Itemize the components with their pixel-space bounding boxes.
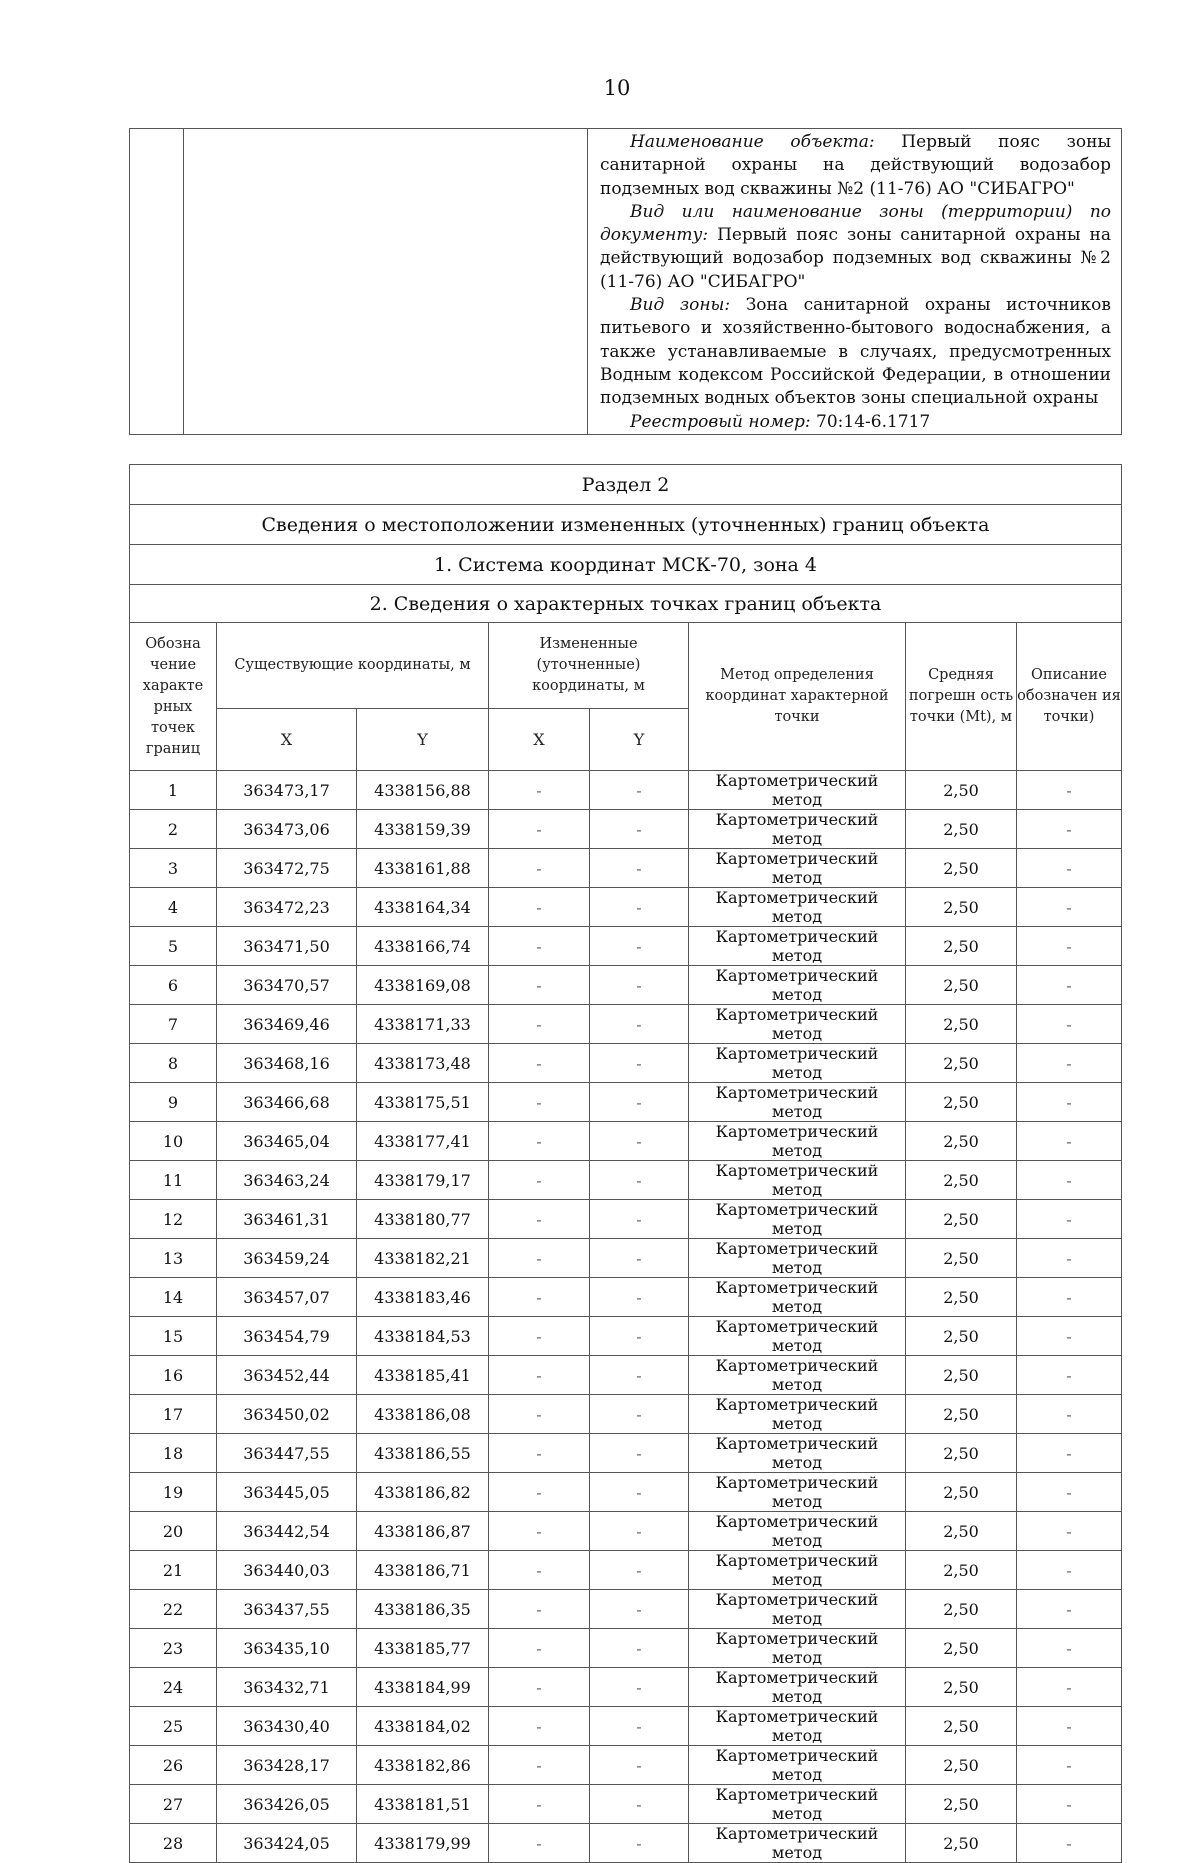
point-description: - (1017, 1200, 1122, 1239)
changed-x: - (489, 1824, 590, 1863)
point-description: - (1017, 1044, 1122, 1083)
table-row (130, 1161, 1122, 1200)
table-row (130, 1317, 1122, 1356)
changed-x: - (489, 1668, 590, 1707)
existing-x: 363437,55 (217, 1590, 357, 1629)
mean-error: 2,50 (906, 1005, 1017, 1044)
method: Картометрический метод (689, 1356, 906, 1395)
changed-y: - (590, 1317, 689, 1356)
changed-x: - (489, 1512, 590, 1551)
existing-y: 4338186,82 (357, 1473, 489, 1512)
point-description: - (1017, 1005, 1122, 1044)
point-number: 20 (130, 1512, 217, 1551)
changed-x: - (489, 1629, 590, 1668)
changed-x: - (489, 966, 590, 1005)
point-description: - (1017, 1083, 1122, 1122)
existing-y: 4338180,77 (357, 1200, 489, 1239)
existing-x: 363450,02 (217, 1395, 357, 1434)
method: Картометрический метод (689, 1278, 906, 1317)
method: Картометрический метод (689, 1044, 906, 1083)
changed-y: - (590, 1083, 689, 1122)
existing-y: 4338161,88 (357, 849, 489, 888)
existing-x: 363465,04 (217, 1122, 357, 1161)
changed-y: - (590, 966, 689, 1005)
header-changed-x: X (489, 709, 590, 771)
existing-x: 363432,71 (217, 1668, 357, 1707)
changed-y: - (590, 1824, 689, 1863)
point-description: - (1017, 849, 1122, 888)
zone-doc-value: Первый пояс зоны санитарной охраны на действующий водозабор подземных вод скважины №2 (11-76) АО "СИБАГРО" (600, 225, 1112, 292)
object-description (588, 129, 1122, 435)
point-description: - (1017, 1590, 1122, 1629)
existing-y: 4338164,34 (357, 888, 489, 927)
mean-error: 2,50 (906, 1551, 1017, 1590)
point-description: - (1017, 771, 1122, 810)
changed-y: - (590, 1044, 689, 1083)
table-row (130, 1239, 1122, 1278)
mean-error: 2,50 (906, 1824, 1017, 1863)
changed-x: - (489, 1746, 590, 1785)
changed-x: - (489, 810, 590, 849)
mean-error: 2,50 (906, 1512, 1017, 1551)
existing-x: 363426,05 (217, 1785, 357, 1824)
table-row (130, 1122, 1122, 1161)
table-row (130, 1434, 1122, 1473)
table-row (130, 1785, 1122, 1824)
existing-x: 363424,05 (217, 1824, 357, 1863)
mean-error: 2,50 (906, 1200, 1017, 1239)
point-number: 13 (130, 1239, 217, 1278)
mean-error: 2,50 (906, 1239, 1017, 1278)
changed-y: - (590, 1512, 689, 1551)
changed-x: - (489, 1590, 590, 1629)
point-number: 27 (130, 1785, 217, 1824)
point-number: 2 (130, 810, 217, 849)
point-description: - (1017, 966, 1122, 1005)
point-description: - (1017, 1668, 1122, 1707)
changed-y: - (590, 1590, 689, 1629)
zone-doc-label: Вид или наименование зоны (территории) по документу: (600, 201, 1111, 246)
existing-x: 363428,17 (217, 1746, 357, 1785)
method: Картометрический метод (689, 1239, 906, 1278)
changed-y: - (590, 849, 689, 888)
point-number: 14 (130, 1278, 217, 1317)
table-row (130, 1473, 1122, 1512)
point-description: - (1017, 1317, 1122, 1356)
empty-cell (184, 129, 588, 435)
mean-error: 2,50 (906, 1785, 1017, 1824)
changed-x: - (489, 1395, 590, 1434)
existing-x: 363472,75 (217, 849, 357, 888)
changed-x: - (489, 1122, 590, 1161)
point-description: - (1017, 1473, 1122, 1512)
existing-x: 363435,10 (217, 1629, 357, 1668)
changed-y: - (590, 1005, 689, 1044)
point-number: 17 (130, 1395, 217, 1434)
existing-x: 363430,40 (217, 1707, 357, 1746)
method: Картометрический метод (689, 1122, 906, 1161)
mean-error: 2,50 (906, 810, 1017, 849)
point-description: - (1017, 1278, 1122, 1317)
existing-y: 4338184,02 (357, 1707, 489, 1746)
point-description: - (1017, 1785, 1122, 1824)
existing-y: 4338184,99 (357, 1668, 489, 1707)
changed-x: - (489, 1317, 590, 1356)
existing-y: 4338182,21 (357, 1239, 489, 1278)
existing-y: 4338159,39 (357, 810, 489, 849)
changed-y: - (590, 1395, 689, 1434)
method: Картометрический метод (689, 1161, 906, 1200)
changed-x: - (489, 1200, 590, 1239)
existing-y: 4338177,41 (357, 1122, 489, 1161)
mean-error: 2,50 (906, 1122, 1017, 1161)
existing-x: 363473,17 (217, 771, 357, 810)
changed-x: - (489, 1551, 590, 1590)
point-number: 28 (130, 1824, 217, 1863)
table-row (130, 966, 1122, 1005)
existing-x: 363452,44 (217, 1356, 357, 1395)
object-name-label: Наименование объекта: (630, 132, 875, 152)
empty-cell (130, 129, 184, 435)
point-description: - (1017, 1824, 1122, 1863)
registry-label: Реестровый номер: (630, 411, 811, 432)
method: Картометрический метод (689, 888, 906, 927)
changed-y: - (590, 1668, 689, 1707)
object-info-table (129, 128, 1122, 435)
mean-error: 2,50 (906, 1434, 1017, 1473)
method: Картометрический метод (689, 1668, 906, 1707)
mean-error: 2,50 (906, 1473, 1017, 1512)
changed-y: - (590, 1122, 689, 1161)
table-row (130, 1083, 1122, 1122)
table-row (130, 1590, 1122, 1629)
method: Картометрический метод (689, 1551, 906, 1590)
existing-x: 363447,55 (217, 1434, 357, 1473)
changed-y: - (590, 1239, 689, 1278)
point-number: 7 (130, 1005, 217, 1044)
point-number: 26 (130, 1746, 217, 1785)
table-row (130, 849, 1122, 888)
mean-error: 2,50 (906, 1356, 1017, 1395)
existing-y: 4338185,77 (357, 1629, 489, 1668)
existing-x: 363469,46 (217, 1005, 357, 1044)
zone-type-label: Вид зоны: (630, 295, 731, 316)
changed-x: - (489, 1044, 590, 1083)
changed-x: - (489, 1161, 590, 1200)
method: Картометрический метод (689, 849, 906, 888)
registry-value: 70:14-6.1717 (816, 411, 931, 432)
method: Картометрический метод (689, 1083, 906, 1122)
header-existing-y: Y (357, 709, 489, 771)
table-row (130, 1551, 1122, 1590)
table-row (130, 1044, 1122, 1083)
existing-y: 4338156,88 (357, 771, 489, 810)
mean-error: 2,50 (906, 1590, 1017, 1629)
existing-x: 363471,50 (217, 927, 357, 966)
existing-y: 4338183,46 (357, 1278, 489, 1317)
changed-y: - (590, 1356, 689, 1395)
point-number: 18 (130, 1434, 217, 1473)
mean-error: 2,50 (906, 849, 1017, 888)
method: Картометрический метод (689, 1005, 906, 1044)
point-description: - (1017, 810, 1122, 849)
mean-error: 2,50 (906, 1083, 1017, 1122)
existing-y: 4338184,53 (357, 1317, 489, 1356)
method: Картометрический метод (689, 1317, 906, 1356)
point-number: 1 (130, 771, 217, 810)
table-row (130, 1356, 1122, 1395)
method: Картометрический метод (689, 1590, 906, 1629)
point-number: 25 (130, 1707, 217, 1746)
table-row (130, 1200, 1122, 1239)
header-existing-x: X (217, 709, 357, 771)
mean-error: 2,50 (906, 1629, 1017, 1668)
changed-x: - (489, 1005, 590, 1044)
mean-error: 2,50 (906, 1044, 1017, 1083)
method: Картометрический метод (689, 1746, 906, 1785)
table-row (130, 1668, 1122, 1707)
changed-x: - (489, 1434, 590, 1473)
existing-y: 4338175,51 (357, 1083, 489, 1122)
mean-error: 2,50 (906, 927, 1017, 966)
changed-x: - (489, 1278, 590, 1317)
method: Картометрический метод (689, 1785, 906, 1824)
existing-y: 4338186,71 (357, 1551, 489, 1590)
header-existing: Существующие координаты, м (217, 623, 489, 709)
table-row (130, 810, 1122, 849)
method: Картометрический метод (689, 1707, 906, 1746)
table-row (130, 1512, 1122, 1551)
table-row (130, 1278, 1122, 1317)
existing-x: 363459,24 (217, 1239, 357, 1278)
table-row (130, 1824, 1122, 1863)
changed-x: - (489, 1356, 590, 1395)
mean-error: 2,50 (906, 1161, 1017, 1200)
table-row (130, 1005, 1122, 1044)
mean-error: 2,50 (906, 1317, 1017, 1356)
existing-y: 4338171,33 (357, 1005, 489, 1044)
changed-y: - (590, 771, 689, 810)
point-number: 5 (130, 927, 217, 966)
changed-x: - (489, 1473, 590, 1512)
point-description: - (1017, 1239, 1122, 1278)
point-number: 23 (130, 1629, 217, 1668)
header-description: Описание обозначен ия точки) (1017, 623, 1122, 771)
point-number: 4 (130, 888, 217, 927)
changed-x: - (489, 1707, 590, 1746)
existing-y: 4338185,41 (357, 1356, 489, 1395)
method: Картометрический метод (689, 1824, 906, 1863)
existing-y: 4338173,48 (357, 1044, 489, 1083)
existing-x: 363472,23 (217, 888, 357, 927)
existing-x: 363440,03 (217, 1551, 357, 1590)
method: Картометрический метод (689, 810, 906, 849)
point-description: - (1017, 927, 1122, 966)
method: Картометрический метод (689, 966, 906, 1005)
table-row (130, 1707, 1122, 1746)
changed-y: - (590, 888, 689, 927)
header-method: Метод определения координат характерной точки (689, 623, 906, 771)
mean-error: 2,50 (906, 1395, 1017, 1434)
point-description: - (1017, 888, 1122, 927)
section-title: Раздел 2 (130, 465, 1122, 505)
mean-error: 2,50 (906, 1707, 1017, 1746)
changed-y: - (590, 927, 689, 966)
existing-y: 4338186,87 (357, 1512, 489, 1551)
point-number: 19 (130, 1473, 217, 1512)
point-number: 10 (130, 1122, 217, 1161)
existing-y: 4338186,35 (357, 1590, 489, 1629)
existing-y: 4338181,51 (357, 1785, 489, 1824)
coord-system: 1. Система координат МСК-70, зона 4 (130, 545, 1122, 585)
point-number: 22 (130, 1590, 217, 1629)
header-changed-y: Y (590, 709, 689, 771)
changed-y: - (590, 1746, 689, 1785)
points-title: 2. Сведения о характерных точках границ объекта (130, 585, 1122, 623)
zone-type-value: Зона санитарной охраны источников питьевого и хозяйственно-бытового водоснабжения, а также устанавливаемые в случаях, предусмотренных Водным кодексом Российской Федерации, в отношении подземных водных объектов зоны специальной охраны (600, 295, 1111, 409)
existing-y: 4338179,99 (357, 1824, 489, 1863)
point-number: 21 (130, 1551, 217, 1590)
changed-x: - (489, 1083, 590, 1122)
changed-x: - (489, 927, 590, 966)
point-description: - (1017, 1122, 1122, 1161)
mean-error: 2,50 (906, 771, 1017, 810)
existing-x: 363468,16 (217, 1044, 357, 1083)
mean-error: 2,50 (906, 888, 1017, 927)
existing-x: 363457,07 (217, 1278, 357, 1317)
point-description: - (1017, 1629, 1122, 1668)
existing-x: 363454,79 (217, 1317, 357, 1356)
header-point: Обозна чение характе рных точек границ (130, 623, 217, 771)
point-number: 12 (130, 1200, 217, 1239)
changed-x: - (489, 1239, 590, 1278)
object-name-value: Первый пояс зоны санитарной охраны на действующий водозабор подземных вод скважины №2 (11-76) АО "СИБАГРО" (600, 132, 1111, 199)
existing-x: 363466,68 (217, 1083, 357, 1122)
existing-x: 363461,31 (217, 1200, 357, 1239)
section-subtitle: Сведения о местоположении измененных (уточненных) границ объекта (130, 505, 1122, 545)
changed-x: - (489, 771, 590, 810)
changed-y: - (590, 1551, 689, 1590)
point-description: - (1017, 1161, 1122, 1200)
point-description: - (1017, 1707, 1122, 1746)
method: Картометрический метод (689, 771, 906, 810)
changed-y: - (590, 1278, 689, 1317)
header-error: Средняя погрешн ость точки (Mt), м (906, 623, 1017, 771)
point-description: - (1017, 1512, 1122, 1551)
changed-y: - (590, 1707, 689, 1746)
point-number: 11 (130, 1161, 217, 1200)
changed-y: - (590, 1161, 689, 1200)
existing-y: 4338186,08 (357, 1395, 489, 1434)
existing-y: 4338169,08 (357, 966, 489, 1005)
method: Картометрический метод (689, 1200, 906, 1239)
point-number: 24 (130, 1668, 217, 1707)
existing-y: 4338182,86 (357, 1746, 489, 1785)
method: Картометрический метод (689, 1473, 906, 1512)
method: Картометрический метод (689, 1629, 906, 1668)
coordinates-table (129, 464, 1122, 1863)
changed-y: - (590, 1434, 689, 1473)
method: Картометрический метод (689, 927, 906, 966)
page-number: 10 (603, 76, 631, 100)
existing-x: 363445,05 (217, 1473, 357, 1512)
point-description: - (1017, 1395, 1122, 1434)
existing-x: 363442,54 (217, 1512, 357, 1551)
changed-x: - (489, 888, 590, 927)
point-number: 16 (130, 1356, 217, 1395)
mean-error: 2,50 (906, 1746, 1017, 1785)
mean-error: 2,50 (906, 966, 1017, 1005)
table-row (130, 888, 1122, 927)
existing-y: 4338179,17 (357, 1161, 489, 1200)
point-description: - (1017, 1746, 1122, 1785)
point-number: 9 (130, 1083, 217, 1122)
point-description: - (1017, 1551, 1122, 1590)
existing-x: 363473,06 (217, 810, 357, 849)
header-changed: Измененные (уточненные) координаты, м (489, 623, 689, 709)
changed-y: - (590, 1473, 689, 1512)
changed-y: - (590, 810, 689, 849)
existing-y: 4338166,74 (357, 927, 489, 966)
method: Картометрический метод (689, 1512, 906, 1551)
table-row (130, 927, 1122, 966)
changed-y: - (590, 1629, 689, 1668)
method: Картометрический метод (689, 1434, 906, 1473)
point-description: - (1017, 1356, 1122, 1395)
table-row (130, 1746, 1122, 1785)
point-number: 3 (130, 849, 217, 888)
existing-x: 363470,57 (217, 966, 357, 1005)
table-row (130, 1395, 1122, 1434)
changed-x: - (489, 1785, 590, 1824)
table-row (130, 771, 1122, 810)
method: Картометрический метод (689, 1395, 906, 1434)
existing-x: 363463,24 (217, 1161, 357, 1200)
changed-y: - (590, 1785, 689, 1824)
point-description: - (1017, 1434, 1122, 1473)
changed-x: - (489, 849, 590, 888)
table-row (130, 1629, 1122, 1668)
point-number: 8 (130, 1044, 217, 1083)
point-number: 6 (130, 966, 217, 1005)
existing-y: 4338186,55 (357, 1434, 489, 1473)
point-number: 15 (130, 1317, 217, 1356)
mean-error: 2,50 (906, 1668, 1017, 1707)
mean-error: 2,50 (906, 1278, 1017, 1317)
changed-y: - (590, 1200, 689, 1239)
